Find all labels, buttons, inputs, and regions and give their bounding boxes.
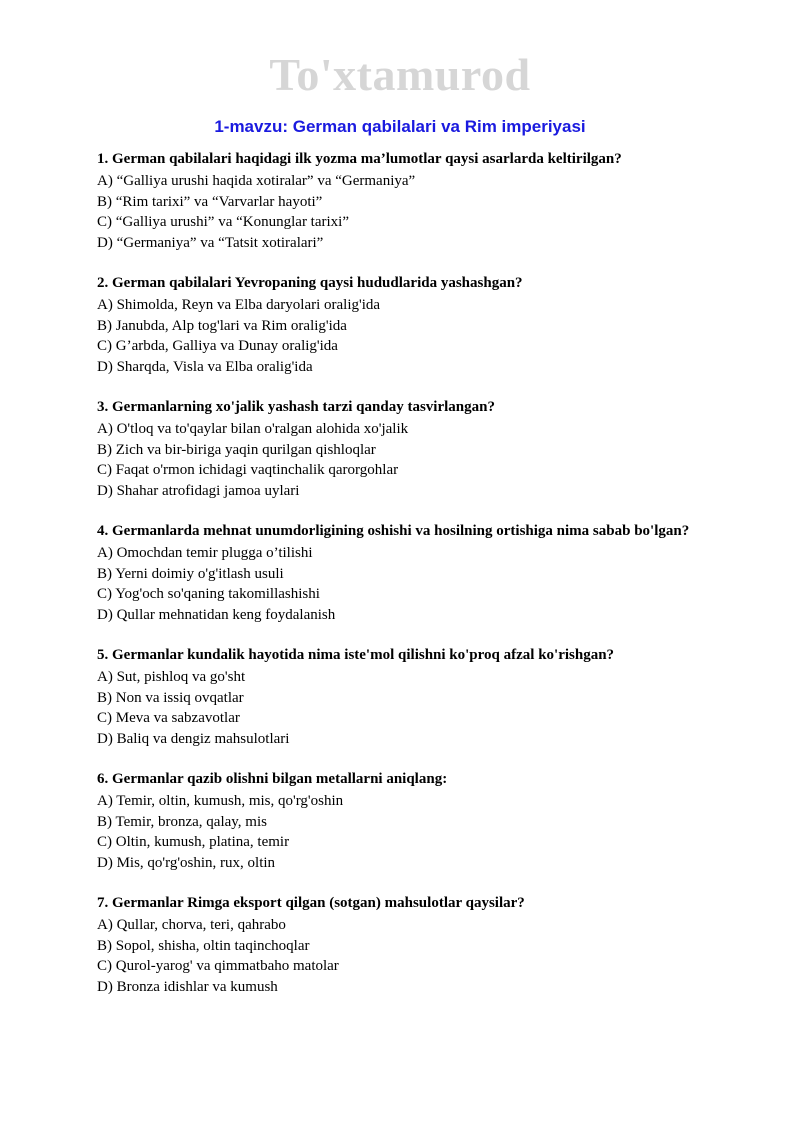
answer-option: D) Shahar atrofidagi jamoa uylari [97, 482, 300, 499]
topic-title: 1-mavzu: German qabilalari va Rim imperiyasi [214, 117, 586, 136]
answer-option: D) Baliq va dengiz mahsulotlari [97, 730, 290, 747]
question-block [97, 894, 697, 997]
question-block [97, 274, 697, 377]
answer-option: C) Oltin, kumush, platina, temir [97, 834, 290, 850]
answer-option: A) Temir, oltin, kumush, mis, qo'rg'oshin [97, 793, 344, 809]
question-text: 4. Germanlarda mehnat unumdorligining oshishi va hosilning ortishiga nima sabab bo'lgan? [97, 523, 690, 539]
answer-option: B) Temir, bronza, qalay, mis [97, 813, 267, 830]
question-text: 6. Germanlar qazib olishni bilgan metallarni aniqlang: [97, 771, 448, 787]
answer-option: B) Sopol, shisha, oltin taqinchoqlar [97, 937, 310, 954]
answer-option: B) Non va issiq ovqatlar [97, 689, 244, 706]
question-text: 5. Germanlar kundalik hayotida nima iste'mol qilishni ko'proq afzal ko'rishgan? [97, 647, 615, 663]
answer-option: A) Omochdan temir plugga o’tilishi [97, 545, 313, 561]
answer-option: A) “Galliya urushi haqida xotiralar” va “Germaniya” [97, 173, 416, 189]
question-block [97, 150, 697, 253]
answer-option: D) Bronza idishlar va kumush [97, 978, 278, 995]
answer-option: A) Sut, pishloq va go'sht [97, 669, 246, 685]
answer-option: B) Zich va bir-biriga yaqin qurilgan qishloqlar [97, 441, 376, 458]
answer-option: D) Qullar mehnatidan keng foydalanish [97, 606, 336, 623]
answer-option: B) Janubda, Alp tog'lari va Rim oralig'ida [97, 317, 347, 334]
question-list [97, 150, 697, 1018]
answer-option: B) “Rim tarixi” va “Varvarlar hayoti” [97, 193, 323, 210]
question-block [97, 398, 697, 501]
question-block [97, 522, 697, 625]
question-block [97, 646, 697, 749]
question-text: 2. German qabilalari Yevropaning qaysi hududlarida yashashgan? [97, 275, 523, 291]
answer-option: A) Qullar, chorva, teri, qahrabo [97, 917, 286, 933]
question-block [97, 770, 697, 873]
answer-option: D) Sharqda, Visla va Elba oralig'ida [97, 358, 313, 375]
question-text: 7. Germanlar Rimga eksport qilgan (sotgan) mahsulotlar qaysilar? [97, 895, 525, 911]
answer-option: C) Faqat o'rmon ichidagi vaqtinchalik qarorgohlar [97, 462, 399, 478]
answer-option: C) Yog'och so'qaning takomillashishi [97, 586, 320, 602]
answer-option: C) G’arbda, Galliya va Dunay oralig'ida [97, 338, 338, 354]
question-text: 1. German qabilalari haqidagi ilk yozma ma’lumotlar qaysi asarlarda keltirilgan? [97, 151, 622, 167]
answer-option: C) Qurol-yarog' va qimmatbaho matolar [97, 958, 339, 974]
answer-option: A) O'tloq va to'qaylar bilan o'ralgan alohida xo'jalik [97, 421, 409, 437]
answer-option: D) “Germaniya” va “Tatsit xotiralari” [97, 234, 324, 251]
watermark: To'xtamurod [269, 49, 531, 100]
question-text: 3. Germanlarning xo'jalik yashash tarzi qanday tasvirlangan? [97, 399, 495, 415]
answer-option: A) Shimolda, Reyn va Elba daryolari oralig'ida [97, 297, 381, 313]
answer-option: B) Yerni doimiy o'g'itlash usuli [97, 565, 284, 582]
answer-option: C) Meva va sabzavotlar [97, 710, 240, 726]
answer-option: D) Mis, qo'rg'oshin, rux, oltin [97, 854, 276, 871]
answer-option: C) “Galliya urushi” va “Konunglar tarixi” [97, 214, 349, 230]
